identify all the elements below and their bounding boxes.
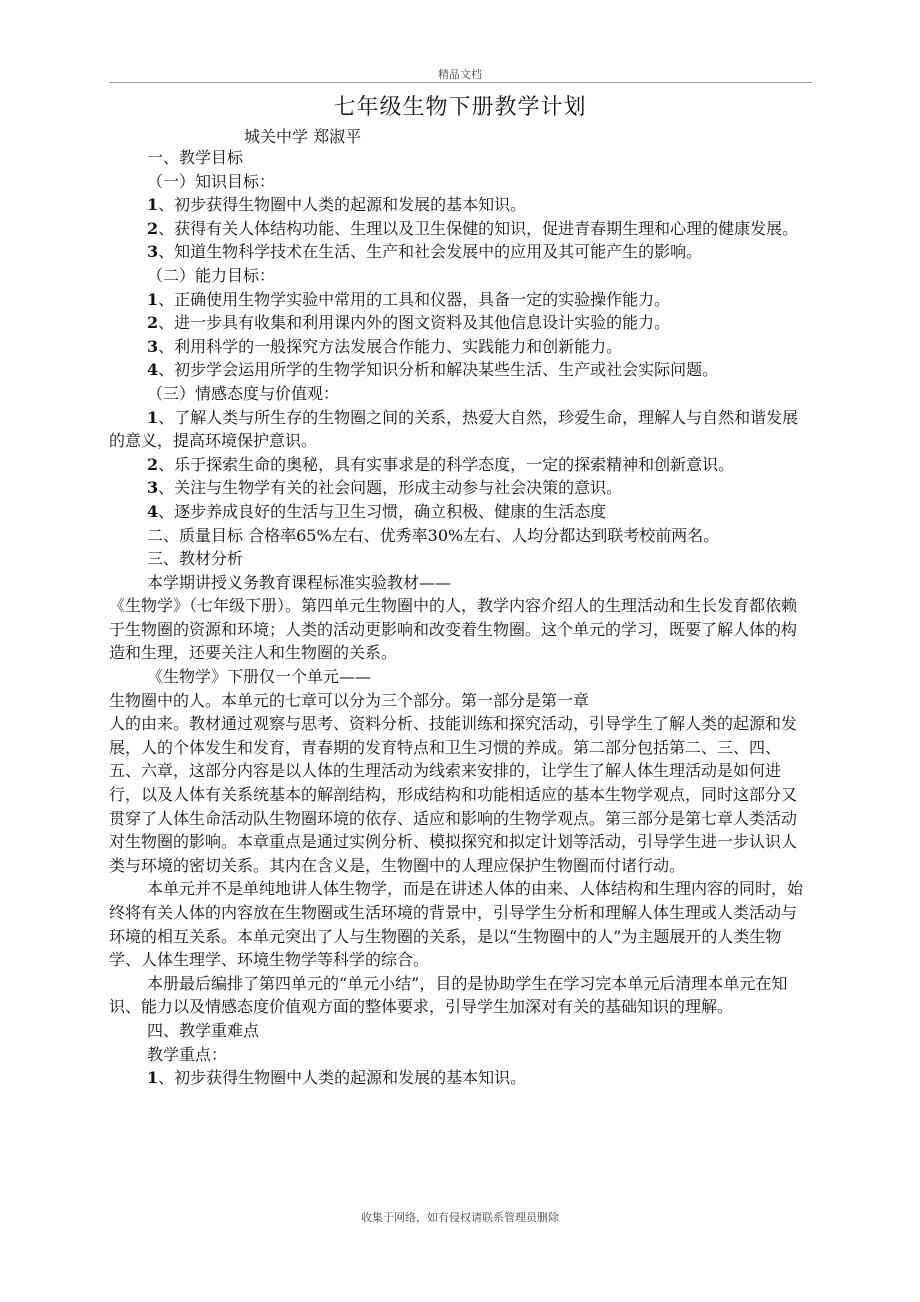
paragraph-text: 、关注与生物学有关的社会问题，形成主动参与社会决策的意识。 [158, 478, 623, 498]
paragraph-text: 《生物学》下册仅一个单元—— [147, 667, 372, 687]
paragraph [109, 453, 809, 477]
item-number: 4 [147, 501, 159, 521]
paragraph-text: 四、教学重难点 [147, 1020, 260, 1040]
item-number: 3 [147, 242, 159, 262]
paragraph-text: （一）知识目标： [147, 171, 276, 191]
paragraph [109, 1066, 809, 1090]
paragraph [109, 146, 809, 170]
paragraph [109, 264, 809, 288]
item-number: 3 [147, 478, 159, 498]
paragraph [109, 972, 809, 1019]
paragraph-text: 、初步学会运用所学的生物学知识分析和解决某些生活、生产或社会实际问题。 [158, 360, 719, 380]
paragraph-text: 、初步获得生物圈中人类的起源和发展的基本知识。 [158, 1068, 527, 1088]
paragraph [109, 500, 809, 524]
paragraph [109, 170, 809, 194]
item-number: 3 [147, 336, 159, 356]
paragraph-text: 人的由来。教材通过观察与思考、资料分析、技能训练和探究活动，引导学生了解人类的起源和发展，人的个体发生和发育，青春期的发育特点和卫生习惯的养成。第二部分包括第二、三、四、五、六章，这部分内容是以人体的生理活动为线索来安排的，让学生了解人体生理活动是如何进行，以及人体有关系统基本的解剖结构，形成结构和功能相适应的基本生物学观点，同时这部分又贯穿了人体生命活动队生物圈环境的依存、适应和影响的生物学观点。第三部分是第七章人类活动对生物圈的影响。本章重点是通过实例分析、模拟探究和拟定计划等活动，引导学生进一步认识人类与环境的密切关系。其内在含义是，生物圈中的人理应保护生物圈而付诸行动。 [109, 714, 798, 875]
header-divider [109, 82, 812, 83]
paragraph [109, 382, 809, 406]
paragraph-text: 、利用科学的一般探究方法发展合作能力、实践能力和创新能力。 [158, 336, 623, 356]
paragraph-text: 、乐于探索生命的奥秘，具有实事求是的科学态度，一定的探索精神和创新意识。 [158, 454, 735, 474]
paragraph [109, 217, 809, 241]
paragraph-text: （三）情感态度与价值观： [147, 383, 340, 403]
paragraph-text: 教学重点： [147, 1044, 228, 1064]
paragraph-text: 《生物学》（七年级下册）。第四单元生物圈中的人，教学内容介绍人的生理活动和生长发育都依赖于生物圈的资源和环境；人类的活动更影响和改变着生物圈。这个单元的学习，既要了解人体的构造和生理，还要关注人和生物圈的关系。 [109, 596, 798, 663]
paragraph [109, 689, 809, 713]
paragraph [109, 406, 809, 453]
page-footer: 收集于网络，如有侵权请联系管理员删除 [361, 1211, 559, 1224]
paragraph [109, 665, 809, 689]
item-number: 2 [147, 454, 159, 474]
author-line: 城关中学 郑淑平 [244, 127, 362, 146]
paragraph [109, 311, 809, 335]
paragraph [109, 877, 809, 971]
paragraph [109, 240, 809, 264]
page-header: 精品文档 [438, 68, 482, 81]
paragraph-text: 一、教学目标 [147, 148, 244, 167]
paragraph-text: 、获得有关人体结构功能、生理以及卫生保健的知识，促进青春期生理和心理的健康发展。 [158, 218, 799, 238]
paragraph [109, 358, 809, 382]
paragraph [109, 288, 809, 312]
document-title: 七年级生物下册教学计划 [333, 95, 587, 120]
paragraph-text: 、逐步养成良好的生活与卫生习惯，确立积极、健康的生活态度 [158, 501, 607, 521]
paragraph [109, 571, 809, 595]
item-number: 1 [147, 407, 159, 427]
paragraph-text: 本册最后编排了第四单元的“单元小结”，目的是协助学生在学习完本单元后清理本单元在知识、能力以及情感态度价值观方面的整体要求，引导学生加深对有关的基础知识的理解。 [109, 973, 788, 1017]
paragraph [109, 712, 809, 877]
item-number: 1 [147, 1068, 159, 1088]
paragraph [109, 1043, 809, 1067]
paragraph-text: 、知道生物科学技术在生活、生产和社会发展中的应用及其可能产生的影响。 [158, 242, 703, 262]
paragraph [109, 193, 809, 217]
item-number: 1 [147, 195, 159, 215]
paragraph-text: 、了解人类与所生存的生物圈之间的关系，热爱大自然，珍爱生命，理解人与自然和谐发展的意义，提高环境保护意识。 [109, 407, 799, 451]
paragraph-text: 本单元并不是单纯地讲人体生物学，而是在讲述人体的由来、人体结构和生理内容的同时，始终将有关人体的内容放在生物圈或生活环境的背景中，引导学生分析和理解人体生理或人类活动与环境的相互关系。本单元突出了人与生物圈的关系，是以“生物圈中的人”为主题展开的人类生物学、人体生理学、环境生物学等科学的综合。 [109, 879, 804, 970]
paragraph-text: 三、教材分析 [147, 549, 244, 569]
paragraph-text: （二）能力目标： [147, 265, 276, 285]
paragraph [109, 594, 809, 665]
paragraph-text: 本学期讲授义务教育课程标准实验教材—— [147, 572, 452, 592]
paragraph-text: 、初步获得生物圈中人类的起源和发展的基本知识。 [158, 195, 527, 215]
item-number: 2 [147, 313, 159, 333]
paragraph-text: 生物圈中的人。本单元的七章可以分为三个部分。第一部分是第一章 [109, 690, 590, 710]
paragraph-text: 、进一步具有收集和利用课内外的图文资料及其他信息设计实验的能力。 [158, 313, 671, 333]
document-body [109, 146, 809, 1090]
paragraph-text: 、正确使用生物学实验中常用的工具和仪器，具备一定的实验操作能力。 [158, 289, 671, 309]
paragraph [109, 335, 809, 359]
paragraph [109, 547, 809, 571]
item-number: 2 [147, 218, 159, 238]
paragraph [109, 524, 809, 548]
paragraph-text: 二、质量目标 合格率65%左右、优秀率30%左右、人均分都达到联考校前两名。 [147, 525, 720, 545]
paragraph [109, 476, 809, 500]
item-number: 4 [147, 360, 159, 380]
paragraph [109, 1019, 809, 1043]
item-number: 1 [147, 289, 159, 309]
